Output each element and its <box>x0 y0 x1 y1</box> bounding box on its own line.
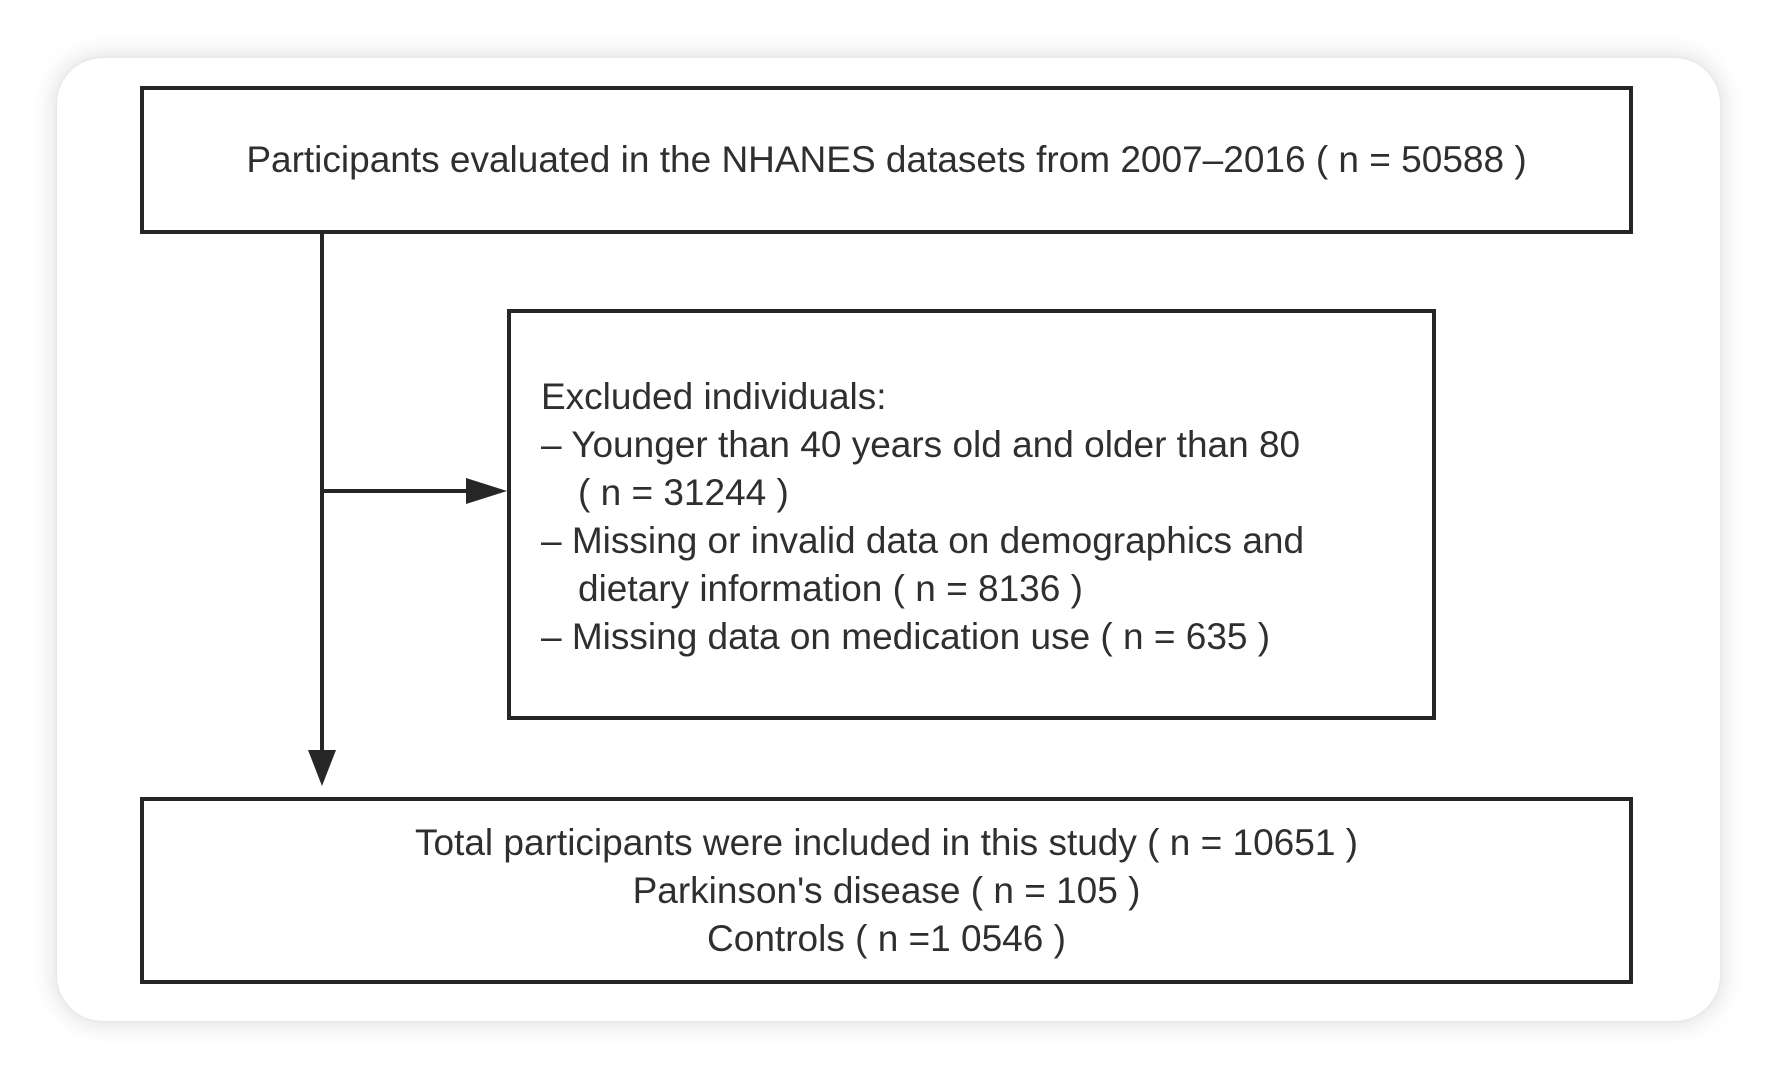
exclusion-criteria-box <box>507 309 1436 720</box>
exclusion-item-demographics: – Missing or invalid data on demographics and <box>541 520 1305 561</box>
exclusion-item-demographics-count: dietary information ( n = 8136 ) <box>578 568 1083 609</box>
main-flow-arrowhead <box>308 750 336 786</box>
source-population-box <box>140 86 1633 234</box>
source-population-text: Participants evaluated in the NHANES datasets from 2007–2016 ( n = 50588 ) <box>246 139 1527 180</box>
exclusion-item-age: – Younger than 40 years old and older than 80 <box>541 424 1301 465</box>
exclusion-item-age-count: ( n = 31244 ) <box>578 472 789 513</box>
exclusion-item-medication: – Missing data on medication use ( n = 635 ) <box>541 616 1271 657</box>
final-sample-controls: Controls ( n =1 0546 ) <box>707 917 1066 959</box>
final-sample-total: Total participants were included in this study ( n = 10651 ) <box>415 821 1358 863</box>
exclusion-branch-arrowhead <box>466 478 507 504</box>
exclusion-heading: Excluded individuals: <box>541 376 887 417</box>
final-sample-box <box>140 797 1633 984</box>
final-sample-cases: Parkinson's disease ( n = 105 ) <box>632 869 1141 911</box>
